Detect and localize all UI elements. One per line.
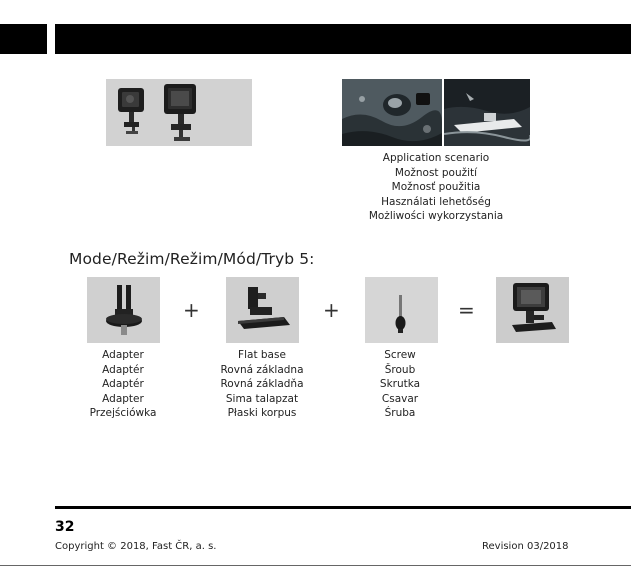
flat-base-captions — [212, 348, 312, 421]
diver-photo — [342, 79, 442, 146]
screw-photo — [365, 277, 438, 343]
page-bottom-rule — [0, 565, 631, 566]
caption-line: Sima talapzat — [225, 392, 299, 405]
caption-line: Rovná základna — [220, 363, 304, 376]
mode-title: Mode/Režim/Režim/Mód/Tryb 5: — [69, 250, 315, 268]
caption-line: Možnosť použitia — [391, 181, 481, 194]
caption-line: Application scenario — [382, 152, 490, 164]
adapter-photo — [87, 277, 160, 343]
caption-line: Screw — [384, 349, 416, 361]
caption-line: Śruba — [384, 407, 416, 420]
copyright-text: Copyright © 2018, Fast ČR, a. s. — [55, 541, 217, 552]
revision-text: Revision 03/2018 — [482, 541, 569, 552]
caption-line: Használati lehetőség — [381, 195, 491, 208]
application-captions — [342, 151, 530, 224]
caption-line: Možnost použití — [394, 166, 478, 179]
plus-operator: + — [183, 298, 200, 322]
caption-line: Flat base — [238, 349, 286, 361]
boat-photo — [444, 79, 530, 146]
caption-line: Skrutka — [379, 378, 421, 391]
header-bar — [55, 24, 631, 54]
caption-line: Adaptér — [102, 363, 144, 376]
caption-line: Šroub — [384, 363, 416, 376]
caption-line: Adaptér — [102, 378, 144, 391]
caption-line: Adapter — [102, 392, 144, 405]
camera-mounts-photo — [106, 79, 252, 146]
caption-line: Rovná základňa — [220, 378, 304, 391]
caption-line: Możliwości wykorzystania — [368, 210, 504, 223]
flat-base-photo — [226, 277, 299, 343]
plus-operator: + — [323, 298, 340, 322]
footer-rule — [55, 506, 631, 509]
caption-line: Adapter — [102, 349, 144, 361]
caption-line: Płaski korpus — [227, 407, 297, 420]
caption-line: Przejściówka — [89, 407, 157, 420]
header-bar-left — [0, 24, 47, 54]
page-number: 32 — [55, 519, 75, 535]
equals-operator: = — [458, 298, 475, 322]
adapter-captions — [73, 348, 173, 421]
caption-line: Csavar — [381, 392, 419, 405]
screw-captions — [350, 348, 450, 421]
assembled-camera-photo — [496, 277, 569, 343]
